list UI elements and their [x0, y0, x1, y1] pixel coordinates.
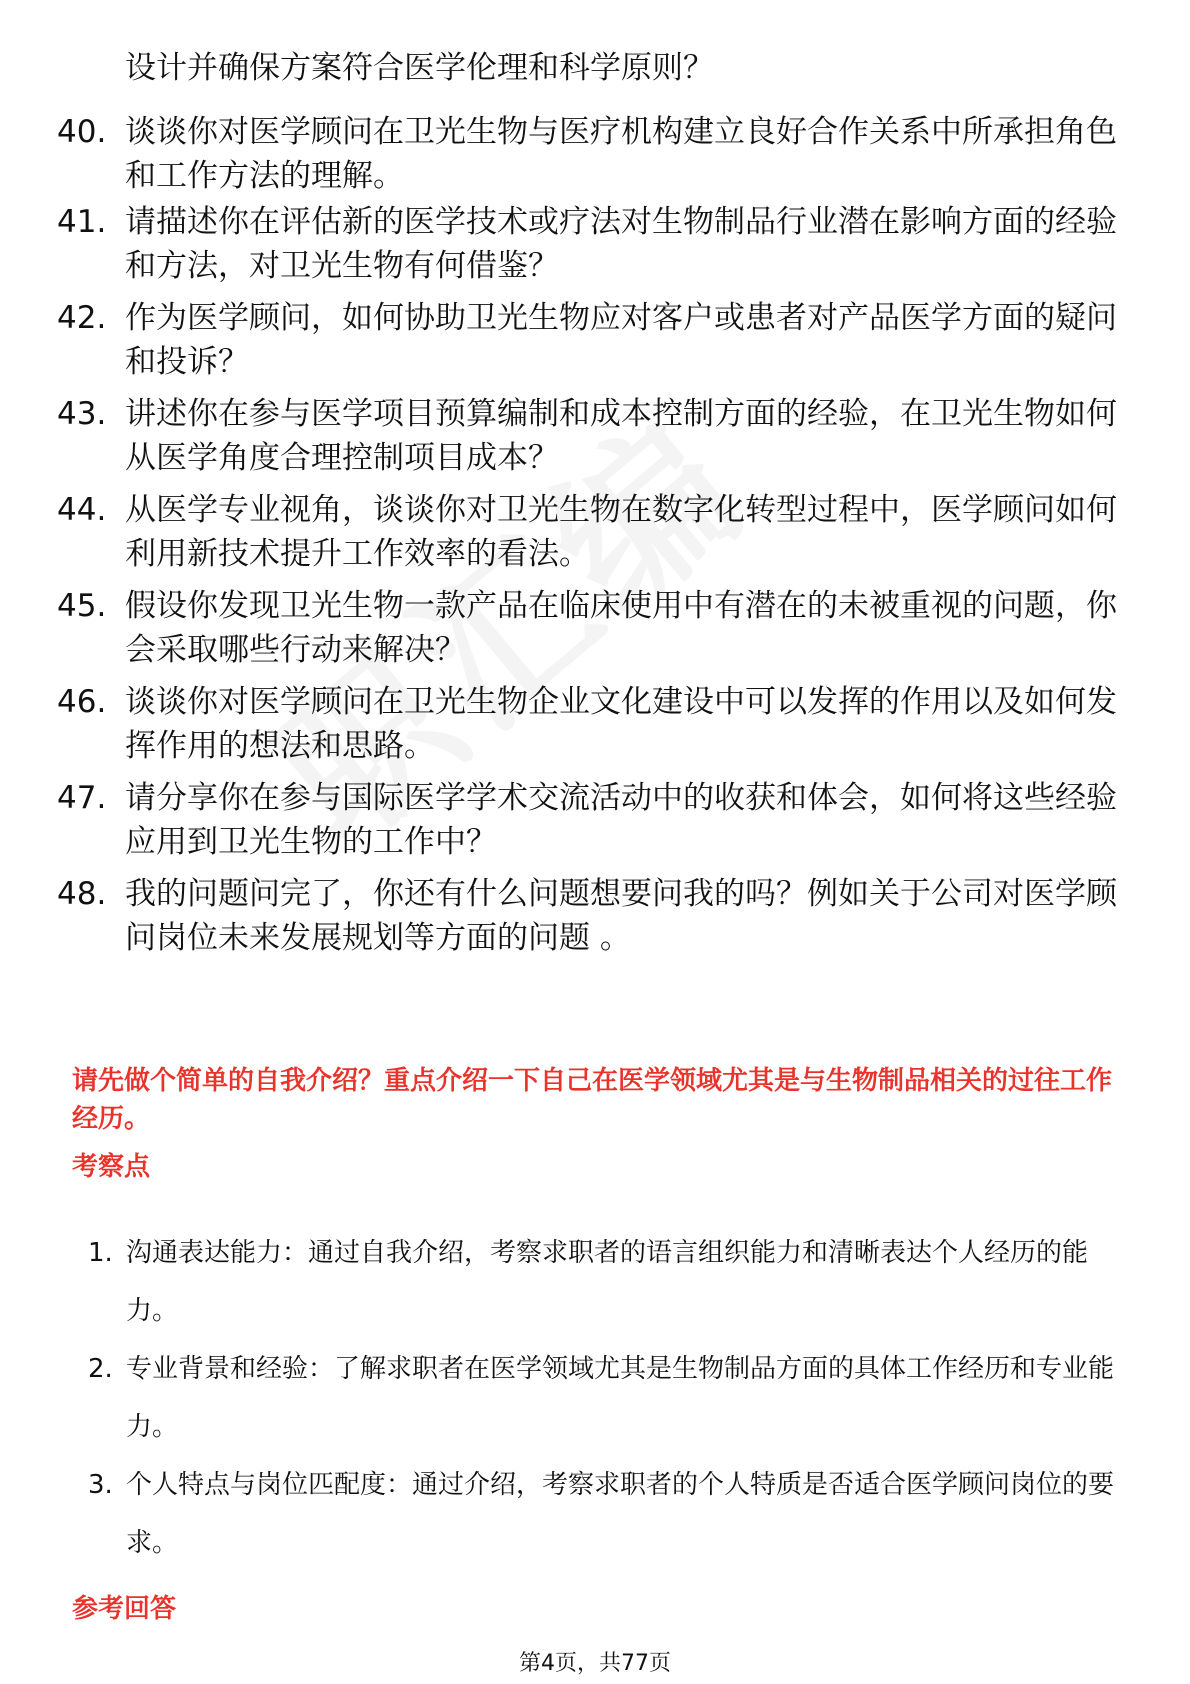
- question-number: 42.: [57, 300, 107, 336]
- reference-answer-heading: 参考回答: [72, 1594, 177, 1624]
- question-number: 40.: [57, 114, 107, 150]
- question-item: [57, 584, 1137, 672]
- question-item: [57, 872, 1137, 960]
- question-text: 请分享你在参与国际医学学术交流活动中的收获和体会，如何将这些经验应用到卫光生物的工作中？: [125, 780, 1117, 860]
- interview-question-heading: 请先做个简单的自我介绍？重点介绍一下自己在医学领域尤其是与生物制品相关的过往工作经历。: [72, 1066, 1113, 1134]
- point-number: 1.: [88, 1238, 113, 1268]
- question-item: [57, 680, 1137, 768]
- question-text: 假设你发现卫光生物一款产品在临床使用中有潜在的未被重视的问题，你会采取哪些行动来解决？: [125, 588, 1117, 668]
- question-text: 我的问题问完了，你还有什么问题想要问我的吗？例如关于公司对医学顾问岗位未来发展规划等方面的问题 。: [125, 876, 1117, 956]
- question-text: 作为医学顾问，如何协助卫光生物应对客户或患者对产品医学方面的疑问和投诉？: [125, 300, 1117, 380]
- question-number: 48.: [57, 876, 107, 912]
- question-text: 讲述你在参与医学项目预算编制和成本控制方面的经验，在卫光生物如何从医学角度合理控制项目成本？: [125, 396, 1117, 476]
- assessment-point: [88, 1224, 1128, 1340]
- page-number-footer: 第4页，共77页: [519, 1651, 671, 1676]
- point-text: 沟通表达能力：通过自我介绍，考察求职者的语言组织能力和清晰表达个人经历的能力。: [126, 1238, 1089, 1326]
- question-number: 43.: [57, 396, 107, 432]
- question-continuation: [57, 46, 1137, 90]
- question-number: 47.: [57, 780, 107, 816]
- point-number: 2.: [88, 1354, 113, 1384]
- question-item: [57, 296, 1137, 384]
- point-text: 个人特点与岗位匹配度：通过介绍，考察求职者的个人特质是否适合医学顾问岗位的要求。: [126, 1470, 1115, 1558]
- question-text: 从医学专业视角，谈谈你对卫光生物在数字化转型过程中，医学顾问如何利用新技术提升工作效率的看法。: [125, 492, 1117, 572]
- question-number: 44.: [57, 492, 107, 528]
- question-item: [57, 392, 1137, 480]
- question-text: 谈谈你对医学顾问在卫光生物与医疗机构建立良好合作关系中所承担角色和工作方法的理解。: [125, 114, 1117, 194]
- assessment-heading: 考察点: [72, 1152, 151, 1182]
- question-item: [57, 110, 1137, 198]
- question-number: 45.: [57, 588, 107, 624]
- point-number: 3.: [88, 1470, 113, 1500]
- question-number: 46.: [57, 684, 107, 720]
- point-text: 专业背景和经验：了解求职者在医学领域尤其是生物制品方面的具体工作经历和专业能力。: [126, 1354, 1115, 1442]
- question-item: [57, 200, 1137, 288]
- assessment-point: [88, 1456, 1128, 1572]
- question-number: 41.: [57, 204, 107, 240]
- question-text: 谈谈你对医学顾问在卫光生物企业文化建设中可以发挥的作用以及如何发挥作用的想法和思路。: [125, 684, 1117, 764]
- question-item: [57, 488, 1137, 576]
- question-item: [57, 776, 1137, 864]
- question-continuation-text: 设计并确保方案符合医学伦理和科学原则？: [125, 50, 714, 86]
- question-text: 请描述你在评估新的医学技术或疗法对生物制品行业潜在影响方面的经验和方法，对卫光生物有何借鉴？: [125, 204, 1117, 284]
- assessment-point: [88, 1340, 1128, 1456]
